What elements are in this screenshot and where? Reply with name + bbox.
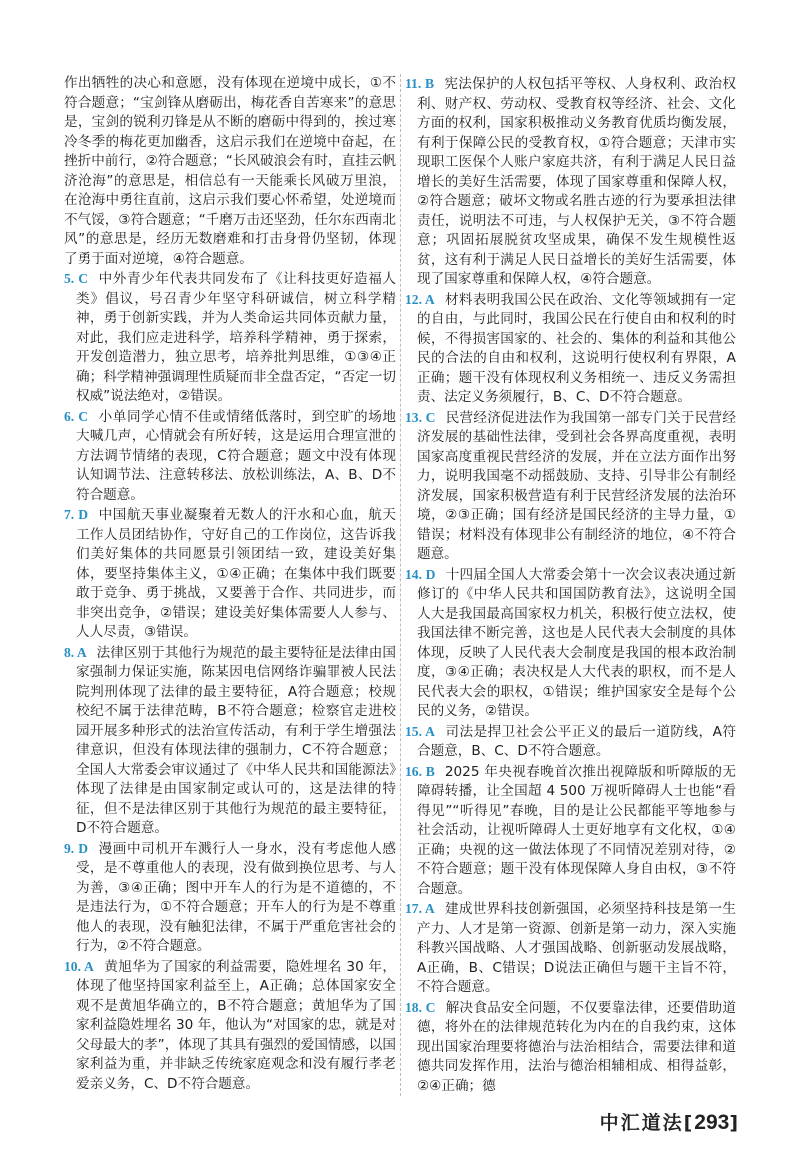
answer-number: 12. A <box>405 291 435 307</box>
answer-explanation: 漫画中司机开车溅行人一身水，没有考虑他人感受，是不尊重他人的表现，没有做到换位思考、与人为善，③④正确；图中开车人的行为是不道德的，不是违法行为，①不符合题意；开车人的行为是不尊重他人的表现，没有触犯法律，不属于严重危害社会的行为，②不符合题意。 <box>76 840 396 954</box>
columns <box>64 74 740 1096</box>
answer-number: 8. A <box>64 644 87 660</box>
answer-item <box>405 762 736 900</box>
answer-item <box>64 505 396 643</box>
answer-explanation: 宪法保护的人权包括平等权、人身权利、政治权利、财产权、劳动权、受教育权等经济、社会、文化方面的权利，国家积极推动义务教育优质均衡发展，有利于保障公民的受教育权，①符合题意；天津市实现职工医保个人账户家庭共济，有利于满足人民日益增长的美好生活需要，体现了国家尊重和保障人权，②符合题意；破坏文物或名胜古迹的行为要承担法律责任，说明法不可违，与人权保护无关，③不符合题意；巩固拓展脱贫攻坚成果，确保不发生规模性返贫，这有利于满足人民日益增长的美好生活需要，体现了国家尊重和保障人权，④符合题意。 <box>417 76 737 287</box>
answer-number: 18. C <box>405 999 436 1015</box>
answer-number: 5. C <box>64 271 89 286</box>
answer-item <box>405 565 736 722</box>
answer-item <box>405 408 736 565</box>
answer-number: 17. A <box>405 901 435 916</box>
answer-number: 6. C <box>64 408 89 424</box>
answer-number: 10. A <box>64 958 94 974</box>
answer-explanation: 中国航天事业凝聚着无数人的汗水和心血，航天工作人员团结协作，守好自己的工作岗位，这告诉我们美好集体的共同愿景引领团结一致，建设美好集体，要坚持集体主义，①④正确；在集体中我们既要敢于竞争、勇于挑战，又要善于合作、共同进步，而非突出竞争，②错误；建设美好集体需要人人参与、人人尽责，③错误。 <box>76 507 396 640</box>
page-number-bracket-open: [ <box>683 1112 695 1134</box>
answer-item <box>405 74 736 290</box>
answer-explanation: 小单同学心情不佳或情绪低落时，到空旷的场地大喊几声，心情就会有所好转，这是运用合理宣泄的方法调节情绪的表现，C符合题意；题文中没有体现认知调节法、注意转移法、放松训练法，A、B、D不符合题意。 <box>76 408 396 503</box>
answer-number: 13. C <box>405 409 436 425</box>
answer-number: 15. A <box>405 723 435 739</box>
answer-item <box>405 998 736 1097</box>
answer-number: 7. D <box>64 507 89 522</box>
answer-item <box>405 722 736 762</box>
right-column <box>400 74 736 1096</box>
continuation-paragraph: 作出牺牲的决心和意愿，没有体现在逆境中成长，①不符合题意；“宝剑锋从磨砺出，梅花香自苦寒来”的意思是，宝剑的锐利刃锋是从不断的磨砺中得到的，挨过寒冷冬季的梅花更加幽香，这启示我们在逆境中奋起，在挫折中前行，②符合题意；“长风破浪会有时，直挂云帆济沧海”的意思是，相信总有一天能乘长风破万里浪，在沧海中勇往直前，这启示我们要心怀希望，处逆境而不气馁，③符合题意；“千磨万击还坚劲，任尔东西南北风”的意思是，经历无数磨难和打击身骨仍坚韧，体现了勇于面对逆境，④符合题意。 <box>64 75 396 267</box>
answer-explanation: 材料表明我国公民在政治、文化等领域拥有一定的自由，与此同时，我国公民在行使自由和权利的时候，不得损害国家的、社会的、集体的利益和其他公民的合法的自由和权利，这说明行使权利有界限，A正确；题干没有体现权利义务相统一、违反义务需担责、法定义务须履行，B、C、D不符合题意。 <box>417 291 736 405</box>
answer-number: 9. D <box>64 840 89 856</box>
page-footer <box>64 1110 740 1136</box>
answer-explanation: 法律区别于其他行为规范的最主要特征是法律由国家强制力保证实施，陈某因电信网络诈骗罪被人民法院判刑体现了法律的最主要特征，A符合题意；校规校纪不属于法律范畴，B不符合题意；检察官走进校园开展多种形式的法治宣传活动，有利于学生增强法律意识，但没有体现法律的强制力，C不符合题意；全国人大常委会审议通过了《中华人民共和国能源法》体现了法律是由国家制定或认可的，这是法律的特征，但不是法律区别于其他行为规范的最主要特征，D不符合题意。 <box>76 644 396 836</box>
answer-explanation: 2025 年央视春晚首次推出视障版和听障版的无障碍转播，让全国超 4 500 万视听障碍人士也能“看得见”“听得见”春晚，目的是让公民都能平等地参与社会活动，让视听障碍人士更好地享有文化权，①④正确；央视的这一做法体现了不同情况差别对待，②不符合题意；题干没有体现保障人身自由权，③不符合题意。 <box>417 763 736 897</box>
answer-item <box>64 643 396 839</box>
answer-number: 16. B <box>405 763 435 779</box>
left-column <box>64 74 400 1094</box>
answer-item <box>64 839 396 957</box>
answer-explanation: 司法是捍卫社会公平正义的最后一道防线，A符合题意，B、C、D不符合题意。 <box>417 723 736 759</box>
book-title: 中汇道法 <box>599 1112 684 1134</box>
answer-number: 14. D <box>405 566 436 582</box>
page-number-bracket-close: ] <box>729 1112 740 1134</box>
page-number: 293 <box>694 1111 730 1134</box>
answer-explanation: 十四届全国人大常委会第十一次会议表决通过新修订的《中华人民共和国国防教育法》，这说明全国人大是我国最高国家权力机关，积极行使立法权，使我国法律不断完善，这也是人民代表大会制度的具体体现，反映了人民代表大会制度是我国的根本政治制度，③④正确；表决权是人大代表的职权，而不是人民代表大会的职权，①错误；维护国家安全是每个公民的义务，②错误。 <box>417 566 736 719</box>
answer-item <box>405 290 736 408</box>
answer-explanation: 中外青少年代表共同发布了《让科技更好造福人类》倡议，号召青少年坚守科研诚信，树立科学精神，勇于创新实践，并为人类命运共同体贡献力量，对此，我们应走进科学，培养科学精神，勇于探索，开发创造潜力，独立思考，培养批判思维，①③④正确；科学精神强调理性质疑而非全盘否定，“否定一切权威”说法绝对，②错误。 <box>76 271 396 404</box>
answer-explanation: 建成世界科技创新强国，必须坚持科技是第一生产力、人才是第一资源、创新是第一动力，深入实施科教兴国战略、人才强国战略、创新驱动发展战略，A正确，B、C错误；D说法正确但与题干主旨不符，不符合题意。 <box>417 901 736 995</box>
answer-item <box>64 269 396 407</box>
answer-explanation: 民营经济促进法作为我国第一部专门关于民营经济发展的基础性法律，受到社会各界高度重视，表明国家高度重视民营经济的发展，并在立法方面作出努力，说明我国毫不动摇鼓励、支持、引导非公有制经济发展，国家积极营造有利于民营经济发展的法治环境，②③正确；国有经济是国民经济的主导力量，①错误；材料没有体现非公有制经济的地位，④不符合题意。 <box>417 409 736 562</box>
answer-item <box>405 899 736 998</box>
answer-explanation: 解决食品安全问题，不仅要靠法律，还要借助道德，将外在的法律规范转化为内在的自我约束，这体现出国家治理要将德治与法治相结合，需要法律和道德共同发挥作用，法治与德治相辅相成、相得益彰，②④正确；德 <box>417 999 736 1094</box>
answer-item <box>64 407 396 506</box>
answer-explanation: 黄旭华为了国家的利益需要，隐姓埋名 30 年，体现了他坚持国家利益至上，A正确；总体国家安全观不是黄旭华确立的，B不符合题意；黄旭华为了国家利益隐姓埋名 30 年，他认为“对国家的忠，就是对父母最大的孝”，体现了其具有强烈的爱国情感，以国家利益为重，并非缺乏传统家庭观念和没有履行孝老爱亲义务，C、D不符合题意。 <box>76 958 396 1092</box>
answer-number: 11. B <box>405 76 435 91</box>
answer-item <box>64 957 396 1095</box>
